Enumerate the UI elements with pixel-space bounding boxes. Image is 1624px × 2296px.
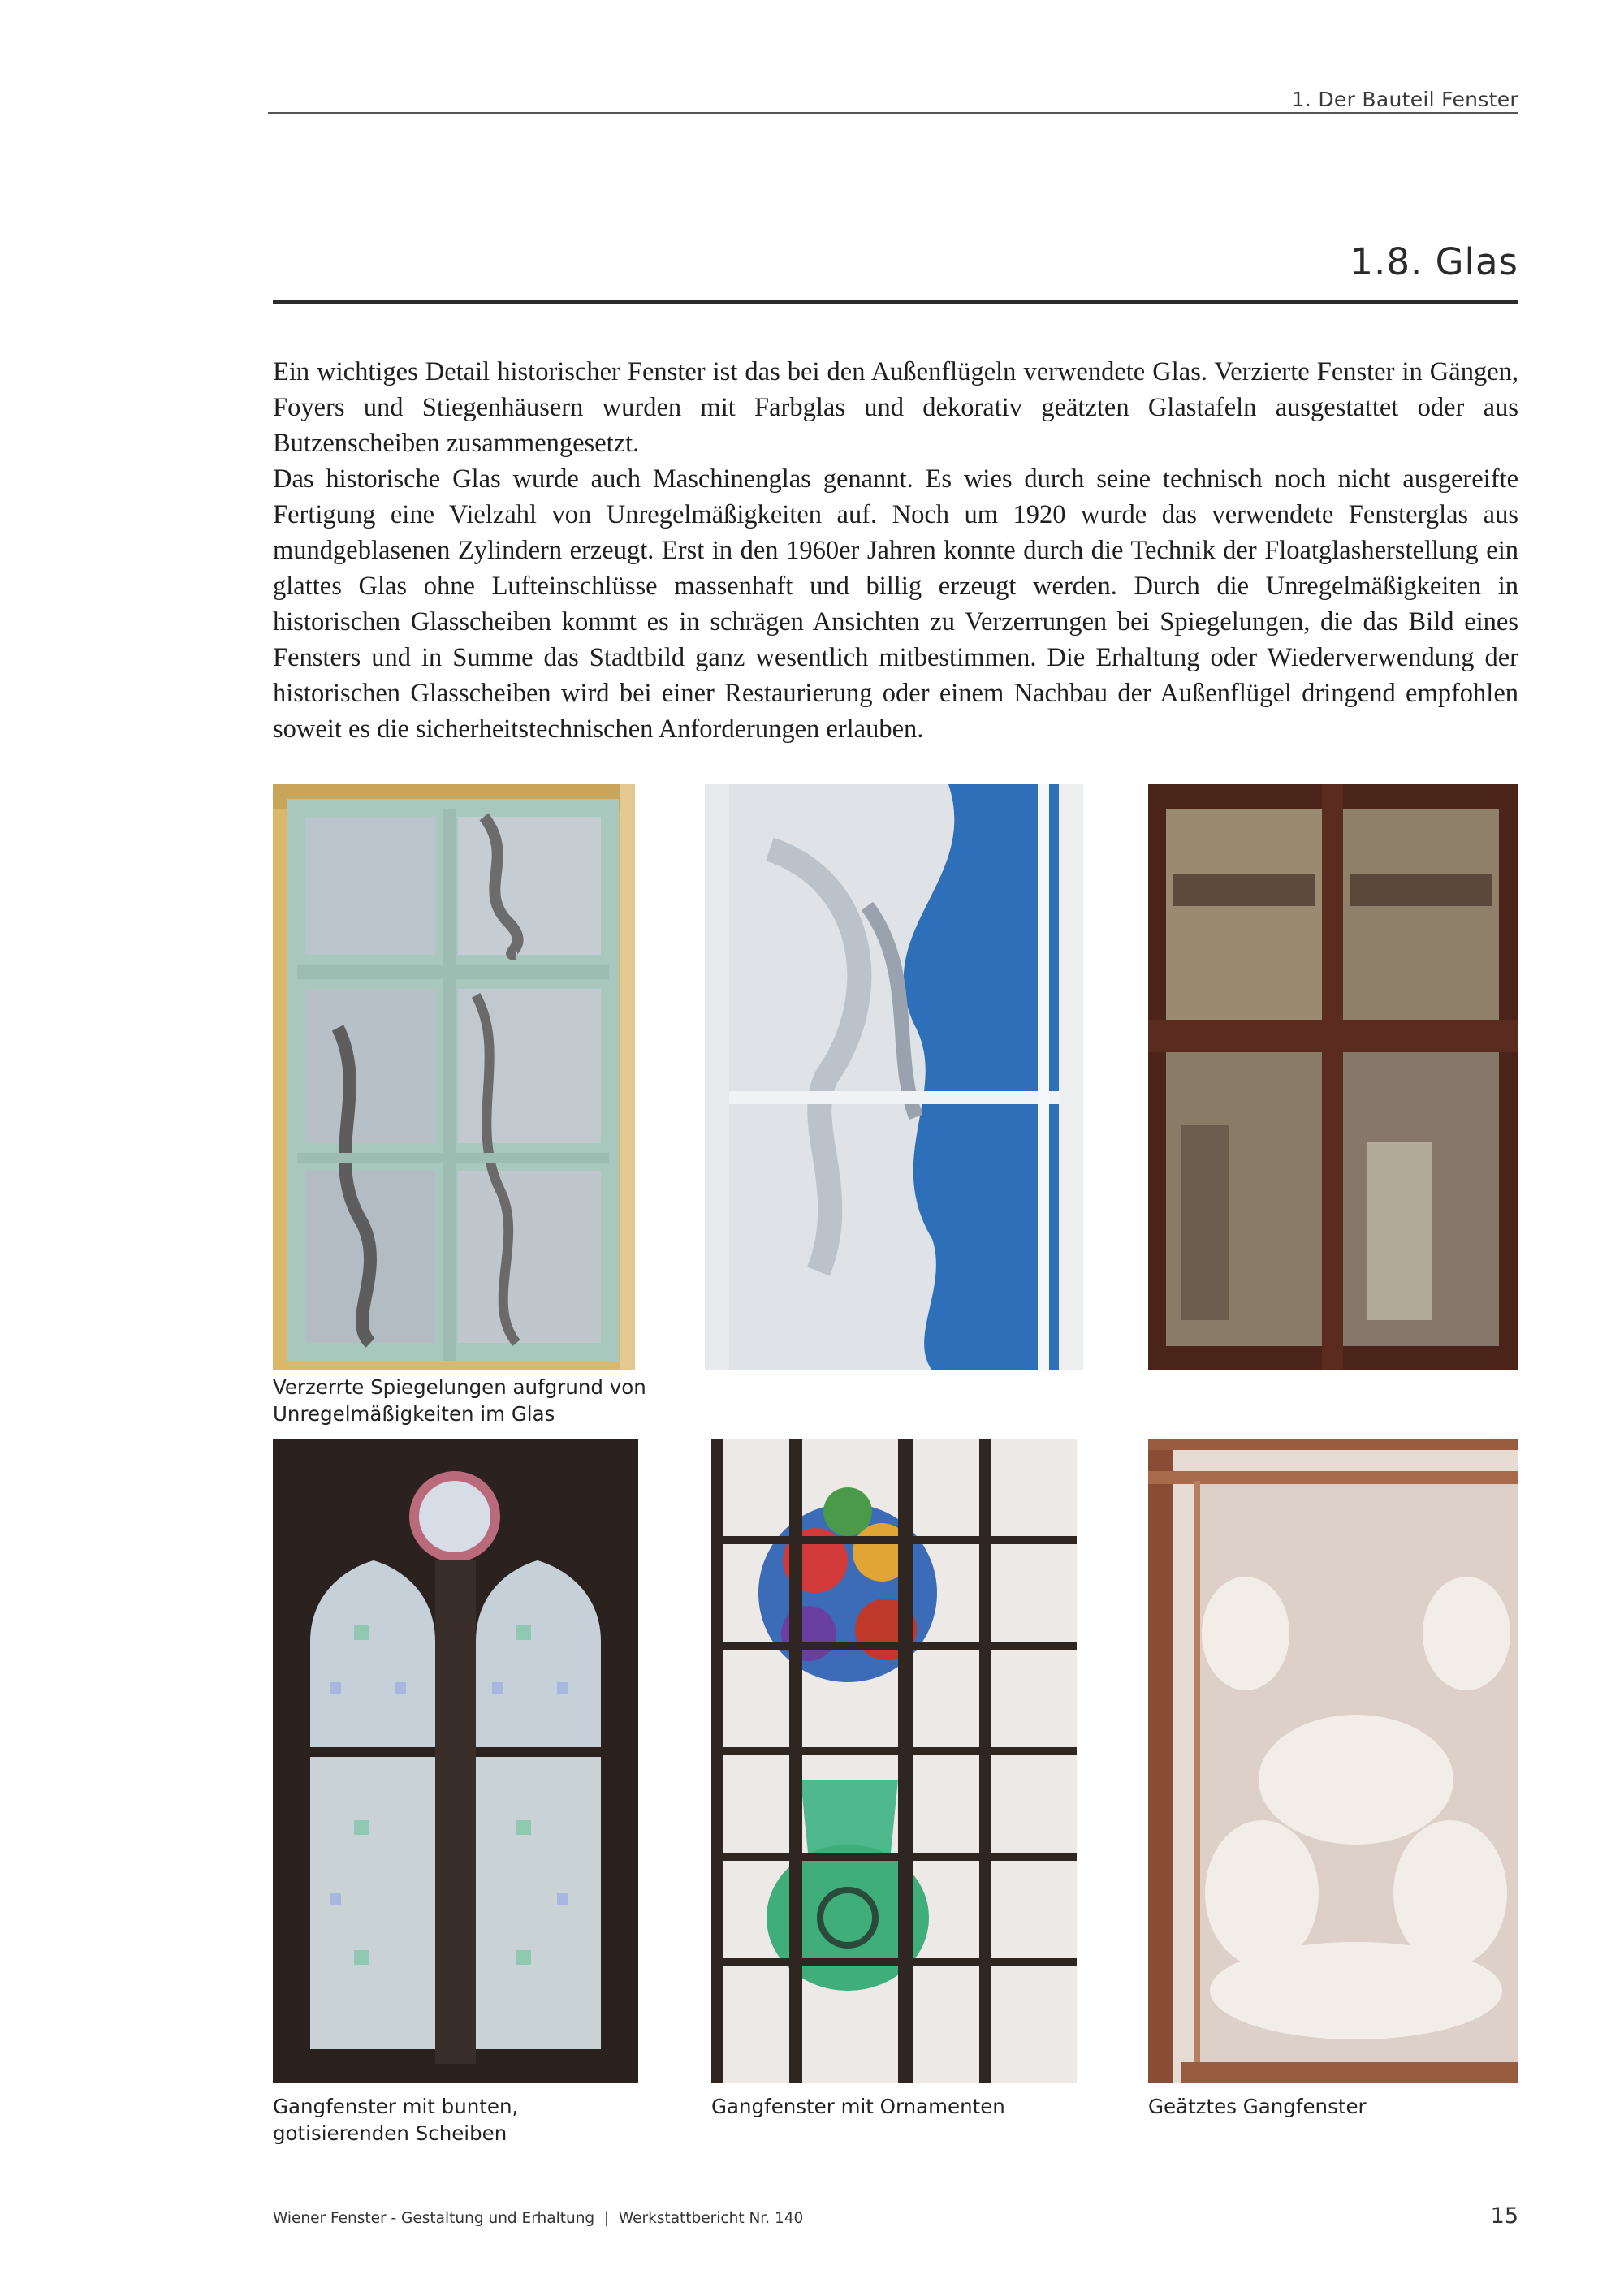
footer-publication: Wiener Fenster - Gestaltung und Erhaltung | Werkstattbericht Nr. 140 (273, 2210, 804, 2227)
photo-distorted-reflection-brown-window (1148, 784, 1518, 1370)
photo-ornamental-stained-glass (711, 1439, 1077, 2083)
photo-gothic-stained-glass (273, 1439, 638, 2083)
caption-gothic-window: Gangfenster mit bunten, gotisierenden Scheiben (273, 2095, 519, 2145)
caption-etched-window: Geätztes Gangfenster (1148, 2095, 1367, 2118)
section-title: 1.8. Glas (1350, 240, 1518, 283)
caption-row1: Verzerrte Spiegelungen aufgrund von Unregelmäßigkeiten im Glas (273, 1375, 646, 1426)
running-header (268, 84, 1518, 114)
body-text (273, 354, 1518, 747)
page-number: 15 (1490, 2203, 1518, 2229)
photo-distorted-reflection-mint-window (273, 784, 635, 1370)
caption-ornament-window: Gangfenster mit Ornamenten (711, 2095, 1005, 2118)
title-rule (273, 300, 1518, 304)
paragraph-2: Das historische Glas wurde auch Maschinenglas genannt. Es wies durch seine technisch noch nicht ausgereifte Fertigung eine Vielzahl von Unregelmäßigkeiten auf. Noch um 1920 wurde das verwendete Fensterglas aus mundgeblasenen Zylindern erzeugt. Erst in den 1960er Jahren konnte durch die Technik der Floatglasherstellung ein glattes Glas ohne Lufteinschlüsse massenhaft und billig erzeugt werden. Durch die Unregelmäßigkeiten in historischen Glasscheiben kommt es in schrägen Ansichten zu Verzerrungen bei Spiegelungen, die das Bild eines Fensters und in Summe das Stadtbild ganz wesentlich mitbestimmen. Die Erhaltung oder Wiederverwendung der historischen Glasscheiben wird bei einer Restaurierung oder einem Nachbau der Außenflügel dringend empfohlen soweit es die sicherheitstechnischen Anforderungen erlauben. (273, 464, 1518, 744)
paragraph-1: Ein wichtiges Detail historischer Fenster ist das bei den Außenflügeln verwendete Glas. Verzierte Fenster in Gängen, Foyers und Stiegenhäusern wurden mit Farbglas und dekorativ geätzten Glastafeln ausgestattet oder aus Butzenscheiben zusammengesetzt. (273, 357, 1518, 458)
header-rule (268, 112, 1518, 114)
chapter-label: 1. Der Bauteil Fenster (1291, 88, 1518, 111)
photo-etched-glass (1148, 1439, 1518, 2083)
photo-distorted-reflection-blue-sky (705, 784, 1083, 1370)
